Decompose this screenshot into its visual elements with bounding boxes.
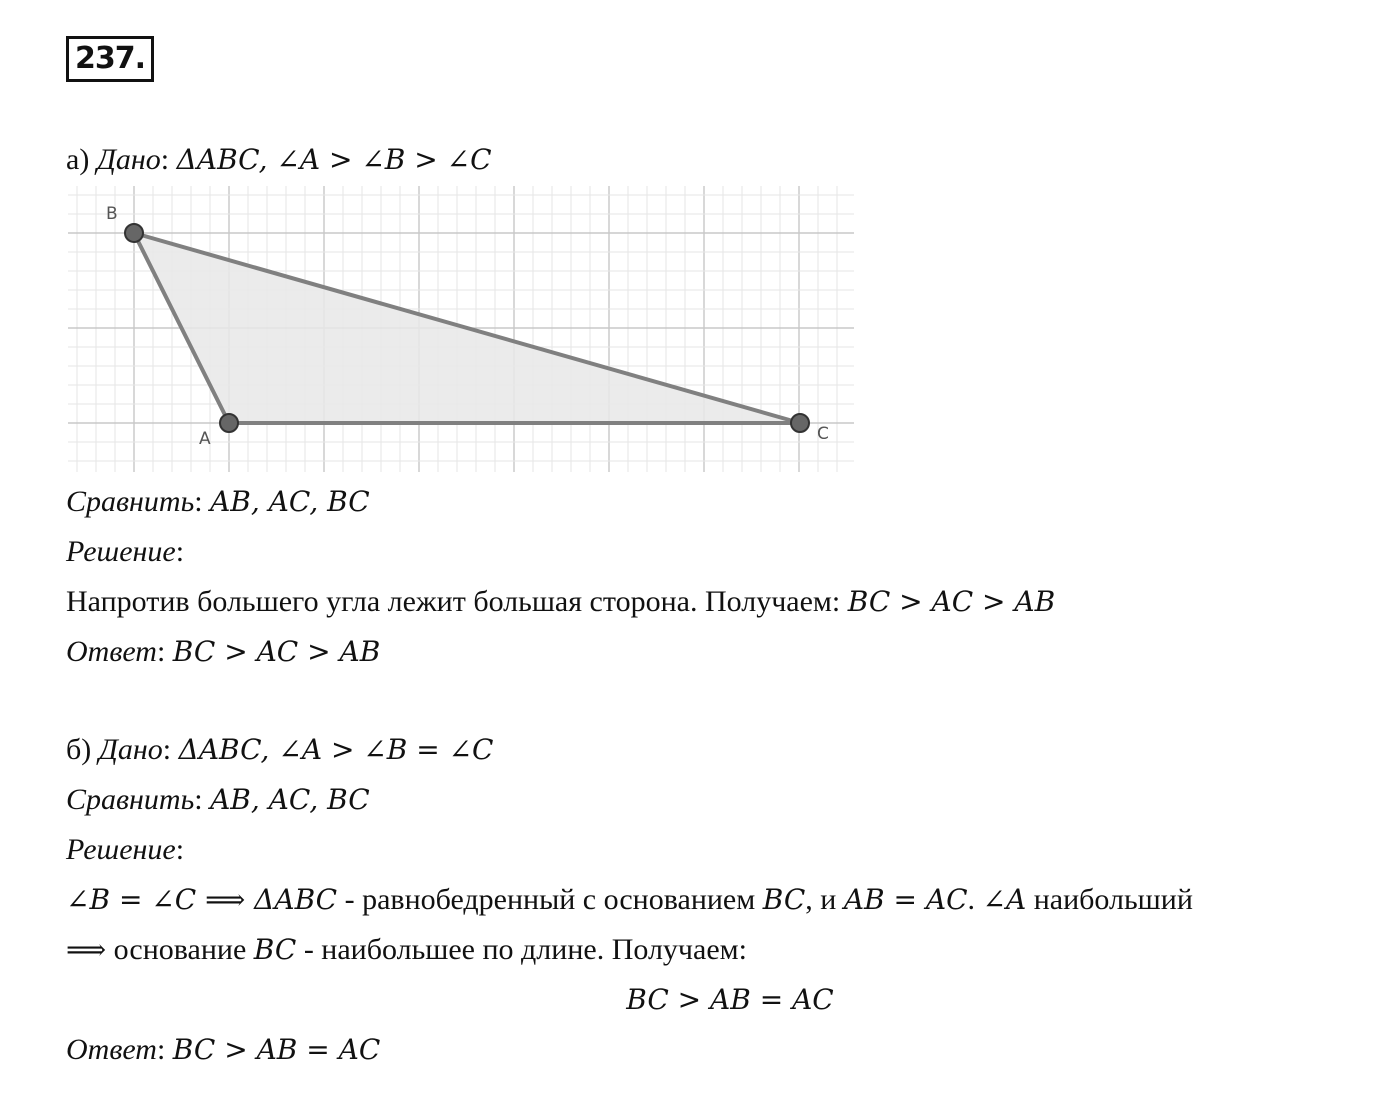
part-b-answer-line: Ответ: BC > AB = AC <box>66 1033 381 1066</box>
part-b-given-label: Дано <box>98 733 163 766</box>
part-b-centered-result <box>0 980 1400 1020</box>
part-b-solution-line-1 <box>66 880 1193 920</box>
part-b-expr-angles: ∠B = ∠C ⟹ ΔABC <box>66 883 338 916</box>
point-b <box>125 224 143 242</box>
part-b-text-4: наибольший <box>1026 883 1193 916</box>
part-a-given-label: Дано <box>96 143 161 176</box>
part-b-implies-arrow: ⟹ <box>66 933 107 966</box>
part-a-answer-line: Ответ: BC > AC > AB <box>66 635 381 668</box>
part-b-solution-label-line: Решение: <box>66 833 185 866</box>
part-a-compare-label: Сравнить <box>66 485 195 518</box>
part-a-prefix: а) <box>66 143 90 176</box>
part-a-compare-line: Сравнить: AB, AC, BC <box>66 485 370 518</box>
part-a-given-expr: ΔABC, ∠A > ∠B > ∠C <box>176 143 492 176</box>
part-b-text-2: , и <box>805 883 844 916</box>
part-b-solution-label: Решение <box>66 833 176 866</box>
part-b-text-3: . <box>967 883 983 916</box>
part-b-answer-label: Ответ <box>66 1033 157 1066</box>
part-b-solution-line-2 <box>66 930 747 970</box>
part-a-solution-label-line: Решение: <box>66 535 185 568</box>
part-a-compare-expr: AB, AC, BC <box>210 485 370 518</box>
part-b-compare-label: Сравнить <box>66 783 195 816</box>
part-b-text-1: - равнобедренный с основанием <box>337 883 763 916</box>
point-a <box>220 414 238 432</box>
point-c <box>791 414 809 432</box>
part-b-expr-bc: BC <box>762 883 806 916</box>
part-a-solution-expr: BC > AC > AB <box>847 585 1056 618</box>
part-b-text-6: - наибольшее по длине. Получаем: <box>296 933 747 966</box>
label-b: B <box>106 204 118 224</box>
part-b-compare-line: Сравнить: AB, AC, BC <box>66 783 370 816</box>
problem-number: 237. <box>66 36 154 82</box>
part-a-answer-label: Ответ <box>66 635 157 668</box>
part-b-answer-expr: BC > AB = AC <box>172 1033 381 1066</box>
part-b-given-line: б) Дано: ΔABC, ∠A > ∠B = ∠C <box>66 733 494 766</box>
part-b-expr-angle-a: ∠A <box>982 883 1027 916</box>
label-c: C <box>817 424 829 444</box>
part-b-expr-ab-ac: AB = AC <box>843 883 968 916</box>
triangle-figure <box>68 186 854 472</box>
label-a: A <box>199 429 211 449</box>
part-b-expr-bc-2: BC <box>253 933 297 966</box>
part-b-compare-expr: AB, AC, BC <box>210 783 370 816</box>
part-b-text-5: основание <box>106 933 254 966</box>
part-b-prefix: б) <box>66 733 92 766</box>
part-a-solution-text: Напротив большего угла лежит большая сторона. Получаем: <box>66 585 841 618</box>
part-a-solution-line <box>66 582 1055 622</box>
part-b-given-expr: ΔABC, ∠A > ∠B = ∠C <box>178 733 494 766</box>
part-a-given-line: а) Дано: ΔABC, ∠A > ∠B > ∠C <box>66 143 492 176</box>
part-b-center-expr: BC > AB = AC <box>626 983 834 1016</box>
part-a-solution-label: Решение <box>66 535 176 568</box>
part-a-answer-expr: BC > AC > AB <box>172 635 381 668</box>
